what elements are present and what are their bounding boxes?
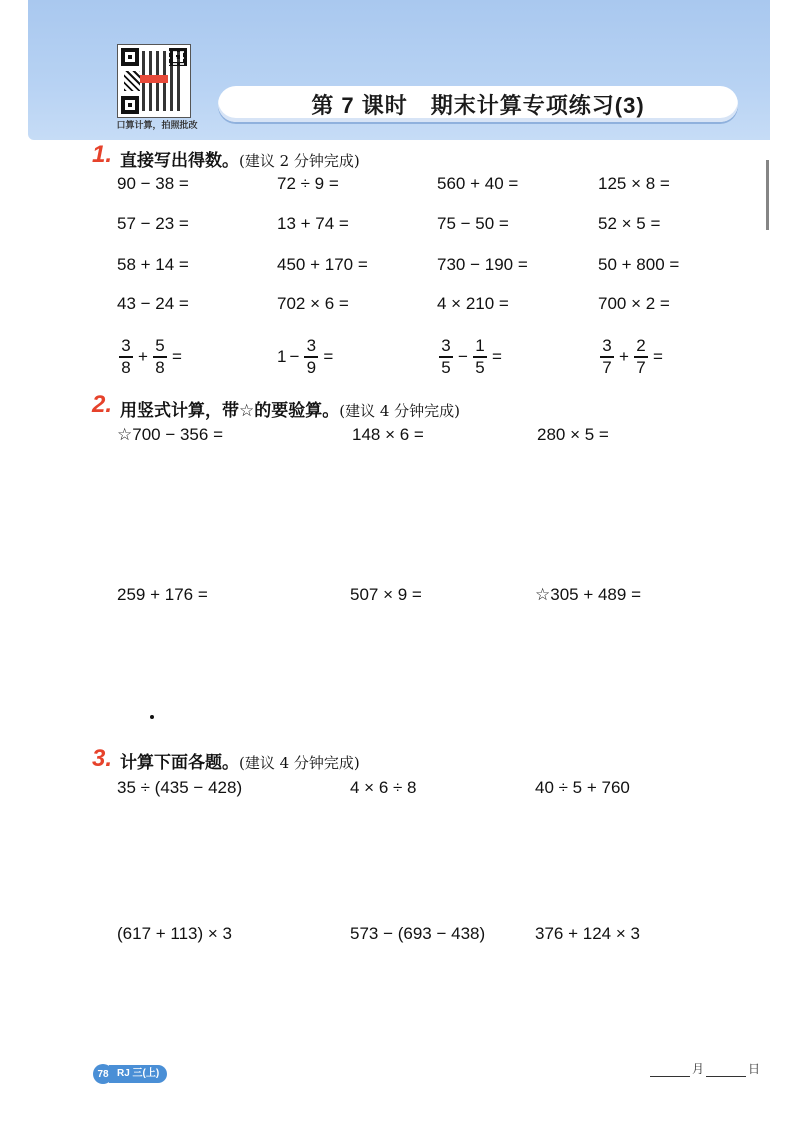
equals: = bbox=[491, 346, 502, 366]
s1-fraction-problem bbox=[437, 336, 505, 378]
numerator: 3 bbox=[602, 336, 612, 355]
s1-problem: 125 × 8 = bbox=[598, 174, 670, 193]
s1-problem: 58 + 14 = bbox=[117, 255, 189, 274]
s1-fraction-problem bbox=[277, 336, 336, 378]
s3-problem: 35 ÷ (435 − 428) bbox=[117, 778, 243, 797]
s1-problem: 450 + 170 = bbox=[277, 255, 368, 274]
section-1-title-text: 直接写出得数。 bbox=[120, 151, 239, 170]
numerator: 3 bbox=[441, 336, 451, 355]
fraction bbox=[600, 336, 614, 378]
month-blank[interactable] bbox=[650, 1064, 690, 1077]
section-2-number: 2. bbox=[92, 391, 113, 418]
s1-fraction-problem bbox=[117, 336, 185, 378]
operator: + bbox=[619, 346, 629, 366]
s1-problem: 13 + 74 = bbox=[277, 214, 349, 233]
section-2-title bbox=[120, 396, 460, 421]
s2-problem: 148 × 6 = bbox=[352, 425, 424, 444]
section-3-title bbox=[120, 748, 360, 773]
s2-problem: 507 × 9 = bbox=[350, 585, 422, 604]
denominator: 8 bbox=[121, 357, 131, 377]
s1-problem: 50 + 800 = bbox=[598, 255, 680, 274]
section-3-title-text: 计算下面各题。 bbox=[120, 753, 239, 772]
s1-problem: 52 × 5 = bbox=[598, 214, 661, 233]
numerator: 3 bbox=[306, 336, 317, 355]
fraction bbox=[634, 336, 648, 378]
day-blank[interactable] bbox=[706, 1064, 746, 1077]
fraction bbox=[153, 336, 167, 378]
s1-problem: 730 − 190 = bbox=[437, 255, 528, 274]
s1-problem: 90 − 38 = bbox=[117, 174, 189, 193]
denominator: 8 bbox=[155, 357, 165, 377]
fraction bbox=[439, 336, 453, 378]
section-2-hint: (建议 4 分钟完成) bbox=[339, 402, 461, 420]
page-title-text: 第 7 课时 期末计算专项练习(3) bbox=[311, 92, 645, 118]
s1-problem: 43 − 24 = bbox=[117, 294, 189, 313]
denominator: 5 bbox=[441, 357, 451, 377]
page-edge-mark bbox=[766, 160, 769, 230]
s2-problem: 259 + 176 = bbox=[117, 585, 208, 604]
qr-finder bbox=[121, 96, 139, 114]
edition-tag: RJ 三(上) bbox=[109, 1065, 167, 1083]
s3-problem: 573 − (693 − 438) bbox=[350, 924, 486, 943]
s1-problem: 4 × 210 = bbox=[437, 294, 509, 313]
s1-problem: 57 − 23 = bbox=[117, 214, 189, 233]
date-fill-in bbox=[648, 1060, 760, 1077]
section-1-title bbox=[120, 146, 360, 171]
qr-finder bbox=[121, 48, 139, 66]
s1-problem: 72 ÷ 9 = bbox=[277, 174, 339, 193]
s1-problem: 702 × 6 = bbox=[277, 294, 349, 313]
s1-fraction-problem bbox=[598, 336, 666, 378]
page-badge bbox=[93, 1064, 167, 1084]
denominator: 7 bbox=[636, 357, 646, 377]
section-3-hint: (建议 4 分钟完成) bbox=[239, 754, 360, 772]
operator: + bbox=[138, 346, 148, 366]
fraction bbox=[304, 336, 318, 378]
denominator: 7 bbox=[602, 357, 612, 377]
s1-problem: 75 − 50 = bbox=[437, 214, 509, 233]
qr-code-icon[interactable] bbox=[117, 44, 191, 118]
qr-red-label bbox=[140, 75, 168, 83]
month-label: 月 bbox=[692, 1062, 705, 1076]
whole-number: 1 bbox=[277, 346, 287, 366]
day-label: 日 bbox=[748, 1062, 761, 1076]
s3-problem: (617 + 113) × 3 bbox=[117, 924, 232, 943]
equals: = bbox=[171, 346, 182, 366]
s1-problem: 700 × 2 = bbox=[598, 294, 670, 313]
qr-caption: 口算计算，拍照批改 bbox=[116, 120, 198, 130]
equals: = bbox=[323, 346, 334, 366]
numerator: 1 bbox=[475, 336, 485, 355]
stray-dot bbox=[150, 715, 154, 719]
s2-problem: 280 × 5 = bbox=[537, 425, 609, 444]
fraction bbox=[473, 336, 487, 378]
numerator: 5 bbox=[155, 336, 165, 355]
section-1-hint: (建议 2 分钟完成) bbox=[239, 152, 360, 170]
section-3-number: 3. bbox=[92, 745, 113, 772]
qr-pattern bbox=[124, 71, 140, 91]
numerator: 3 bbox=[121, 336, 131, 355]
section-1-number: 1. bbox=[92, 141, 113, 168]
s1-problem: 560 + 40 = bbox=[437, 174, 519, 193]
operator: − bbox=[289, 346, 300, 366]
section-2-title-text: 用竖式计算，带☆的要验算。 bbox=[120, 401, 340, 420]
s2-problem: ☆700 − 356 = bbox=[117, 425, 223, 444]
s3-problem: 376 + 124 × 3 bbox=[535, 924, 640, 943]
equals: = bbox=[652, 346, 663, 366]
operator: − bbox=[458, 346, 468, 366]
fraction bbox=[119, 336, 133, 378]
page-title bbox=[218, 86, 738, 122]
s3-problem: 40 ÷ 5 + 760 bbox=[535, 778, 630, 797]
denominator: 5 bbox=[475, 357, 485, 377]
s2-problem: ☆305 + 489 = bbox=[535, 585, 641, 604]
denominator: 9 bbox=[306, 357, 317, 377]
numerator: 2 bbox=[636, 336, 646, 355]
s3-problem: 4 × 6 ÷ 8 bbox=[350, 778, 417, 797]
page-number: 78 bbox=[93, 1064, 113, 1084]
